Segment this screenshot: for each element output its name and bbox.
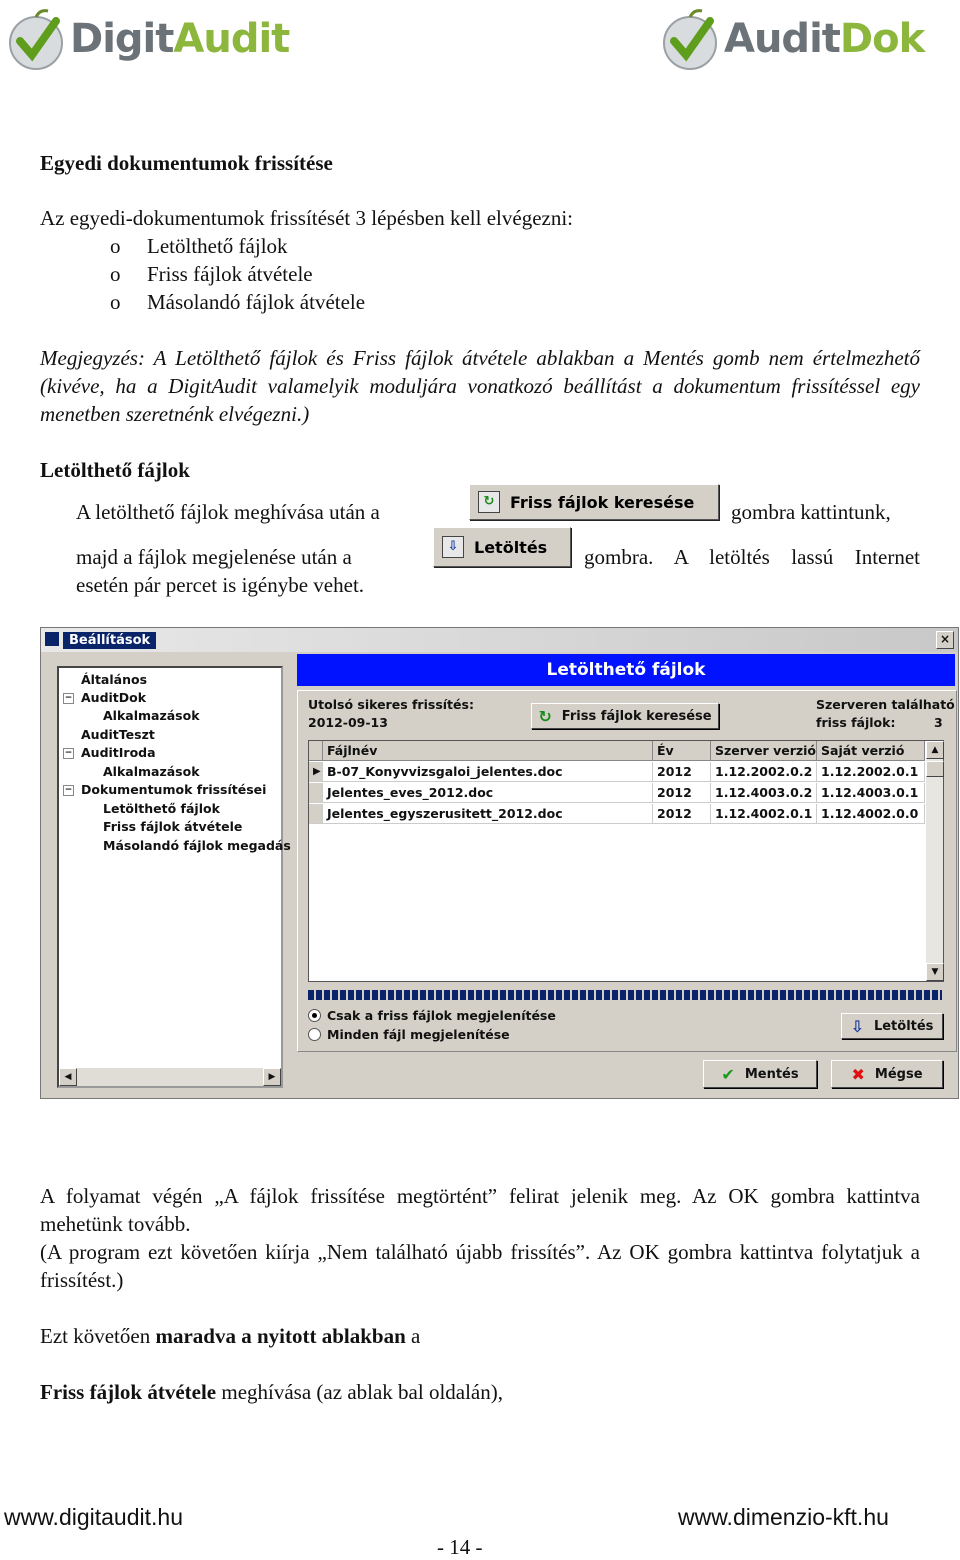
section-banner: Letölthető fájlok bbox=[297, 654, 955, 686]
table-cell[interactable]: 2012 bbox=[653, 762, 711, 782]
tree-item-altalanos[interactable]: Általános bbox=[81, 672, 148, 687]
column-header[interactable]: Fájlnév bbox=[323, 741, 653, 761]
radio-all-files[interactable]: Minden fájl megjelenítése bbox=[308, 1027, 510, 1042]
download-icon: ⇩ bbox=[442, 536, 464, 558]
row-selector[interactable] bbox=[309, 783, 323, 803]
column-header[interactable]: Szerver verzió bbox=[711, 741, 817, 761]
cross-icon: ✖ bbox=[851, 1064, 865, 1084]
row-selector[interactable] bbox=[309, 804, 323, 824]
column-header[interactable]: Év bbox=[653, 741, 711, 761]
tree-item-alkalmazasok[interactable]: Alkalmazások bbox=[103, 708, 200, 723]
table-cell[interactable]: 2012 bbox=[653, 804, 711, 824]
collapse-icon[interactable]: − bbox=[64, 693, 73, 703]
app-icon bbox=[45, 632, 59, 646]
settings-dialog bbox=[40, 627, 959, 1099]
paragraph-text: (A program ezt követően kiírja „Nem található újabb frissítés”. Az OK gombra kattintva folytatjuk a frissítést.) bbox=[40, 1240, 920, 1292]
collapse-icon[interactable]: − bbox=[64, 748, 73, 758]
bullet-item: o Letölthető fájlok bbox=[110, 234, 288, 258]
paragraph-text: A letölthető fájlok meghívása után a bbox=[76, 500, 380, 524]
download-icon: ⇩ bbox=[850, 1016, 864, 1036]
inline-download-button: ⇩ Letöltés bbox=[433, 527, 571, 567]
bullet-item: o Friss fájlok átvétele bbox=[110, 262, 313, 286]
footer-link-right[interactable]: www.dimenzio-kft.hu bbox=[678, 1504, 889, 1530]
table-scrollbar[interactable] bbox=[926, 741, 943, 981]
row-selector-icon[interactable]: ▶ bbox=[309, 762, 323, 782]
dialog-title: Beállítások bbox=[63, 632, 156, 649]
save-button[interactable]: ✔ Mentés bbox=[703, 1060, 817, 1088]
close-button[interactable]: × bbox=[936, 631, 954, 649]
checkmark-icon: ✔ bbox=[721, 1064, 735, 1084]
refresh-icon: ↻ bbox=[538, 706, 552, 726]
tree-item-auditteszt[interactable]: AuditTeszt bbox=[81, 727, 155, 742]
radio-fresh-only[interactable]: Csak a friss fájlok megjelenítése bbox=[308, 1008, 556, 1023]
table-cell[interactable]: 1.12.4002.0.1 bbox=[711, 804, 817, 824]
page-title: Egyedi dokumentumok frissítése bbox=[40, 151, 333, 175]
search-fresh-files-button[interactable]: ↻ Friss fájlok keresése bbox=[531, 703, 719, 729]
paragraph-text: Friss fájlok átvétele meghívása (az ablak bal oldalán), bbox=[40, 1380, 503, 1404]
inline-search-button: ↻ Friss fájlok keresése bbox=[469, 484, 719, 520]
tree-item-dokumentumok[interactable]: Dokumentumok frissítései bbox=[81, 782, 267, 797]
tree-item-alkalmazasok[interactable]: Alkalmazások bbox=[103, 764, 200, 779]
paragraph-text: majd a fájlok megjelenése után a bbox=[76, 545, 352, 569]
download-progress bbox=[308, 990, 942, 1000]
note-text: Megjegyzés: A Letölthető fájlok és Friss fájlok átvétele ablakban a Mentés gomb nem értelmezhető (kivéve, ha a DigitAudit valamelyik moduljára vonatkozó beállítást a dokumentum frissítéssel egy menetben szeretnénk elvégezni.) bbox=[40, 346, 920, 426]
table-cell[interactable]: 1.12.4003.0.1 bbox=[817, 783, 925, 803]
bullet-item: o Másolandó fájlok átvétele bbox=[110, 290, 366, 314]
paragraph-text: Ezt követően maradva a nyitott ablakban a bbox=[40, 1324, 421, 1348]
paragraph-text: gombra kattintunk, bbox=[731, 500, 891, 524]
server-files-count: 3 bbox=[934, 715, 943, 730]
table-cell[interactable]: 1.12.4003.0.2 bbox=[711, 783, 817, 803]
footer-link-left[interactable]: www.digitaudit.hu bbox=[4, 1504, 183, 1530]
table-cell[interactable]: 2012 bbox=[653, 783, 711, 803]
tree-item-letoltheto[interactable]: Letölthető fájlok bbox=[103, 801, 220, 816]
collapse-icon[interactable]: − bbox=[64, 785, 73, 795]
paragraph-text: esetén pár percet is igénybe vehet. bbox=[76, 573, 365, 597]
table-cell[interactable]: 1.12.2002.0.1 bbox=[817, 762, 925, 782]
scroll-down-icon[interactable]: ▼ bbox=[926, 963, 944, 981]
download-button[interactable]: ⇩ Letöltés bbox=[841, 1013, 943, 1039]
page-number: - 14 - bbox=[437, 1535, 483, 1559]
tree-item-masolando[interactable]: Másolandó fájlok megadás bbox=[103, 838, 291, 853]
section-title: Letölthető fájlok bbox=[40, 458, 190, 482]
server-files-label: Szerveren található bbox=[816, 697, 955, 712]
table-cell[interactable]: Jelentes_egyszerusitett_2012.doc bbox=[323, 804, 653, 824]
dialog-titlebar bbox=[41, 628, 958, 652]
apple-check-icon bbox=[660, 7, 720, 71]
table-cell[interactable]: B-07_Konyvvizsgaloi_jelentes.doc bbox=[323, 762, 653, 782]
scroll-up-icon[interactable]: ▲ bbox=[926, 741, 944, 759]
column-header[interactable]: Saját verzió bbox=[817, 741, 925, 761]
scroll-thumb[interactable] bbox=[926, 761, 944, 777]
scroll-left-icon[interactable]: ◀ bbox=[59, 1068, 77, 1086]
tree-scrollbar[interactable] bbox=[59, 1068, 281, 1086]
logo-text: DigitAudit bbox=[70, 16, 290, 62]
settings-tree bbox=[57, 666, 291, 1088]
table-cell[interactable]: Jelentes_eves_2012.doc bbox=[323, 783, 653, 803]
last-update-date: 2012-09-13 bbox=[308, 715, 388, 730]
last-update-label: Utolsó sikeres frissítés: bbox=[308, 697, 474, 712]
digitaudit-logo bbox=[6, 2, 289, 76]
apple-check-icon bbox=[6, 7, 66, 71]
auditdok-logo bbox=[660, 2, 924, 76]
table-cell[interactable]: 1.12.2002.0.2 bbox=[711, 762, 817, 782]
paragraph-text: gombra. A letöltés lassú Internet bbox=[584, 545, 920, 569]
refresh-icon: ↻ bbox=[478, 491, 500, 513]
table-cell[interactable]: 1.12.4002.0.0 bbox=[817, 804, 925, 824]
intro-text: Az egyedi-dokumentumok frissítését 3 lépésben kell elvégezni: bbox=[40, 206, 574, 230]
scroll-right-icon[interactable]: ▶ bbox=[263, 1068, 281, 1086]
tree-item-friss[interactable]: Friss fájlok átvétele bbox=[103, 819, 243, 834]
files-table bbox=[308, 740, 944, 982]
logo-text: AuditDok bbox=[724, 16, 925, 62]
radio-icon[interactable] bbox=[308, 1009, 321, 1022]
cancel-button[interactable]: ✖ Mégse bbox=[831, 1060, 943, 1088]
tree-item-auditiroda[interactable]: AuditIroda bbox=[81, 745, 156, 760]
server-files-label: friss fájlok: bbox=[816, 715, 896, 730]
tree-item-auditdok[interactable]: AuditDok bbox=[81, 690, 147, 705]
radio-icon[interactable] bbox=[308, 1028, 321, 1041]
row-header bbox=[309, 741, 323, 761]
paragraph-text: A folyamat végén „A fájlok frissítése megtörtént” felirat jelenik meg. Az OK gombra kattintva mehetünk tovább. bbox=[40, 1184, 920, 1236]
